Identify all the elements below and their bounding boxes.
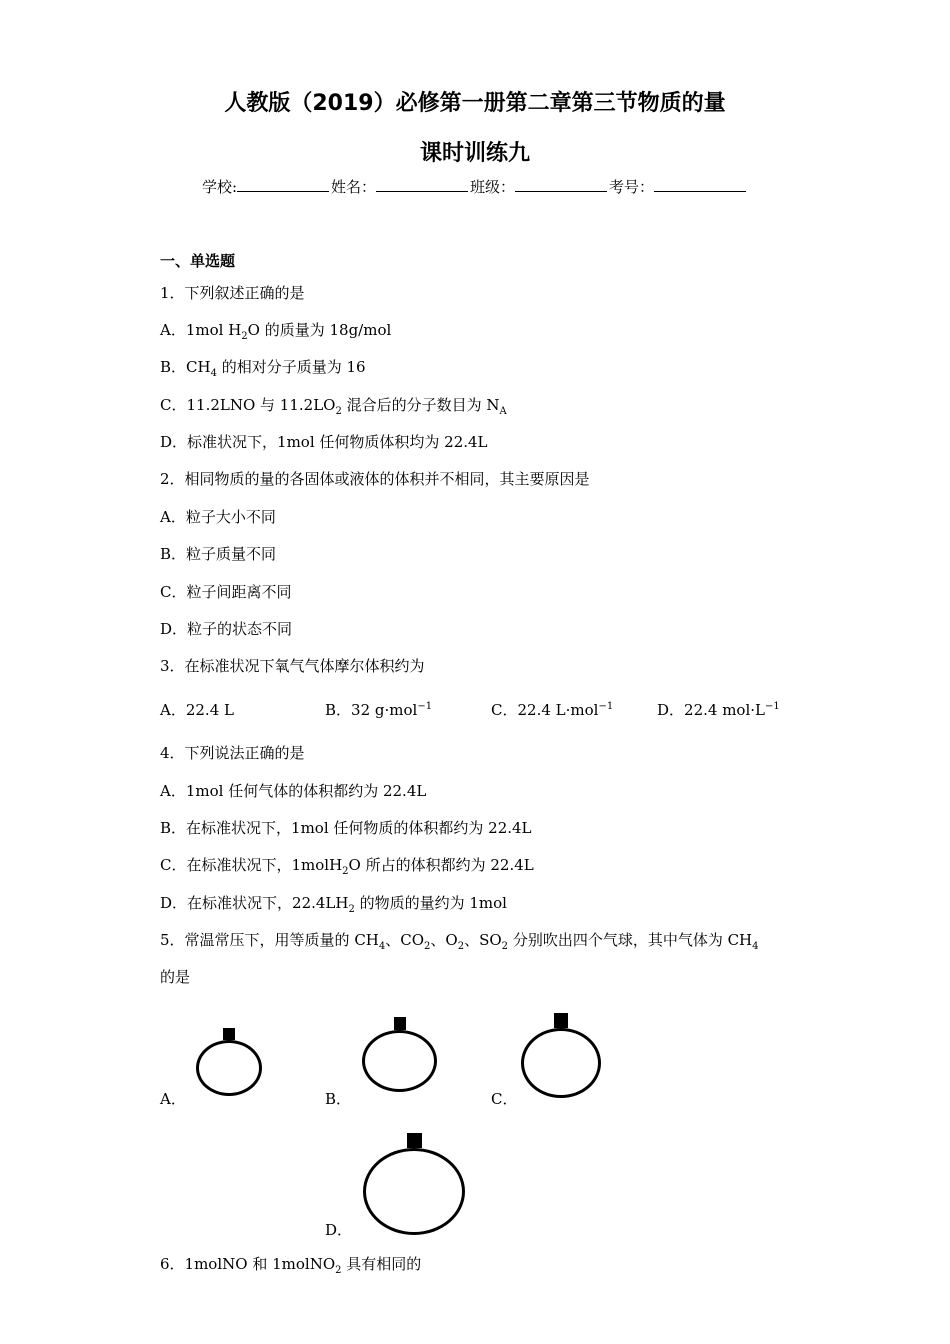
q4-d-text: D．在标准状况下，22.4LH [160,894,349,912]
school-blank[interactable] [237,177,329,192]
class-blank[interactable] [515,177,607,192]
balloon-b-image [362,1017,437,1092]
balloon-c-knot [554,1013,568,1028]
q5-option-a-label: A． [160,1090,186,1108]
q1-a-text: A．1mol H [160,321,242,339]
q5-option-b-label: B． [325,1090,352,1108]
balloon-a-image [196,1028,262,1096]
q1-c-text: C．11.2LNO 与 11.2LO [160,396,336,414]
q5-stem-part-1: 5．常温常压下，用等质量的 CH [160,931,379,949]
q6-text-2: 具有相同的 [341,1255,422,1273]
q3-c-sup: −1 [598,701,614,712]
q4-d-text-2: 的物质的量约为 1mol [354,894,507,912]
q1-option-b [160,356,366,379]
q5-stem-sub-3: 2 [457,941,465,952]
document-title: 人教版（2019）必修第一册第二章第三节物质的量 [224,91,726,116]
balloon-d-knot [407,1133,422,1148]
q2-option-a: A．粒子大小不同 [160,508,276,526]
student-info-line [0,176,950,197]
q1-c-sub-2: A [499,406,507,417]
q6-sub: 2 [335,1265,342,1276]
q6-text: 6．1molNO 和 1molNO [160,1255,336,1273]
school-label: 学校: [201,178,237,196]
q5-stem-sub-1: 4 [378,941,386,952]
balloon-c-body [521,1028,601,1098]
q3-b-sup: −1 [417,701,433,712]
q1-a-text-2: O 的质量为 18g/mol [247,321,392,339]
q2-option-b: B．粒子质量不同 [160,545,277,563]
class-label: 班级： [470,178,516,196]
balloon-d-image [363,1133,465,1235]
q4-option-b: B．在标准状况下，1mol 任何物质的体积都约为 22.4L [160,819,532,837]
q5-option-c-label: C． [491,1090,518,1108]
balloon-a-body [196,1040,262,1096]
q5-stem-part-2: 、CO [385,931,425,949]
q4-c-text: C．在标准状况下，1molH [160,856,343,874]
q4-c-sub: 2 [342,866,349,877]
q4-c-text-2: O 所占的体积都约为 22.4L [348,856,534,874]
q1-a-sub: 2 [241,331,248,342]
q1-option-d: D．标准状况下，1mol 任何物质体积均为 22.4L [160,433,488,451]
q1-stem: 1．下列叙述正确的是 [160,284,305,302]
balloon-b-knot [394,1017,406,1030]
number-label: 考号： [609,178,655,196]
q3-stem: 3．在标准状况下氧气气体摩尔体积约为 [160,657,425,675]
balloon-c-image [521,1013,601,1098]
q1-option-c [160,394,507,417]
q6-stem [160,1253,421,1276]
q5-stem [160,929,759,952]
section-heading: 一、单选题 [160,252,236,270]
q5-stem-sub-5: 4 [752,941,759,952]
number-blank[interactable] [654,177,746,192]
q2-option-c: C．粒子间距离不同 [160,583,292,601]
q1-c-sub: 2 [335,406,342,417]
q5-stem-part-3: 、O [430,931,458,949]
q3-option-b [325,699,432,720]
q4-option-c [160,854,534,877]
q1-option-a [160,319,391,342]
q5-stem-sub-2: 2 [424,941,431,952]
q5-option-d-label: D． [325,1221,353,1239]
q2-option-d: D．粒子的状态不同 [160,620,293,638]
q4-d-sub: 2 [348,904,355,915]
q5-stem-line-2: 的是 [160,968,191,986]
q3-d-sup: −1 [764,701,780,712]
q3-d-text: D．22.4 mol·L [657,701,765,719]
q3-b-text: B．32 g·mol [325,701,418,719]
balloon-b-body [362,1030,437,1092]
name-blank[interactable] [376,177,468,192]
q2-stem: 2．相同物质的量的各固体或液体的体积并不相同，其主要原因是 [160,470,590,488]
q3-option-a: A．22.4 L [160,701,234,719]
balloon-a-knot [223,1028,235,1040]
q1-b-text-2: 的相对分子质量为 16 [216,358,366,376]
q5-stem-part-5: 分别吹出四个气球，其中气体为 CH [508,931,753,949]
q1-b-text: B．CH [160,358,211,376]
q4-option-a: A．1mol 任何气体的体积都约为 22.4L [160,782,427,800]
q1-c-text-2: 混合后的分子数目为 N [341,396,500,414]
q1-b-sub: 4 [210,368,217,379]
q4-stem: 4．下列说法正确的是 [160,744,305,762]
balloon-d-body [363,1148,465,1235]
q3-option-c [491,699,613,720]
document-subtitle: 课时训练九 [419,141,530,166]
q4-option-d [160,892,507,915]
q3-option-d [657,699,780,720]
q5-stem-sub-4: 2 [501,941,509,952]
name-label: 姓名： [331,178,377,196]
q5-stem-part-4: 、SO [464,931,502,949]
q3-c-text: C．22.4 L·mol [491,701,599,719]
